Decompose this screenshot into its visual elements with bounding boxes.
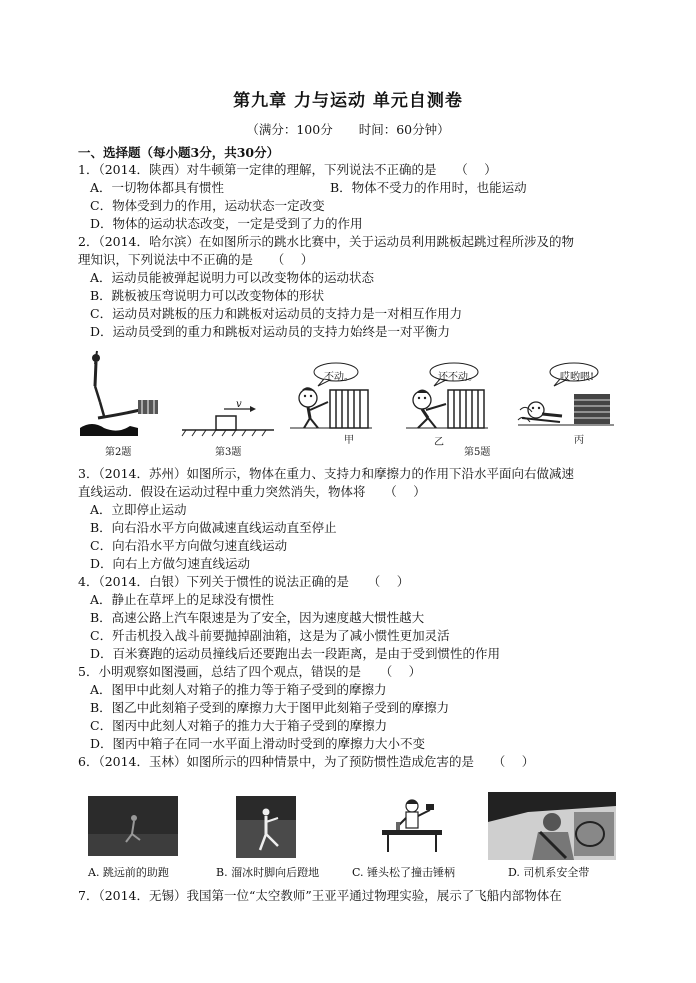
label-yi: 乙 [434, 437, 444, 448]
exam-title: 第九章 力与运动 单元自测卷 [233, 91, 463, 111]
section-heading: 一、选择题（每小题3分，共30分） [78, 145, 280, 160]
bubble-jia-text: 不动。 [324, 372, 354, 383]
q2-option-a: A．运动员能被弹起说明力可以改变物体的运动状态 [90, 270, 375, 285]
figure-3-caption: 第3题 [215, 447, 242, 458]
q5-option-d: D．图丙中箱子在同一水平面上滑动时受到的摩擦力大小不变 [90, 736, 426, 751]
q7-stem: 7．（2014．无锡）我国第一位“太空教师”王亚平通过物理实验，展示了飞船内部物体在 [78, 888, 562, 903]
q2-option-c: C．运动员对跳板的压力和跳板对运动员的支持力是一对相互作用力 [90, 306, 463, 321]
q4-option-c: C．歼击机投入战斗前要抛掉副油箱，这是为了减小惯性更加灵活 [90, 628, 450, 643]
q1-stem: 1．（2014．陕西）对牛顿第一定律的理解，下列说法不正确的是 （ ） [78, 162, 497, 177]
block-on-surface-figure [180, 400, 276, 440]
figure-2-caption: 第2题 [105, 447, 132, 458]
q3-stem-line1: 3．（2014．苏州）如图所示，物体在重力、支持力和摩擦力的作用下沿水平面向右做减速 [78, 466, 575, 481]
long-jump-photo [88, 796, 178, 856]
q5-option-c: C．图丙中此刻人对箱子的推力大于箱子受到的摩擦力 [90, 718, 388, 733]
full-score: （满分：100分 [246, 122, 333, 137]
q6-option-a: A. 跳远前的助跑 [88, 866, 169, 879]
q2-stem-line2: 理知识，下列说法中不正确的是 （ ） [78, 252, 314, 267]
q5-stem: 5．小明观察如图漫画，总结了四个观点，错误的是 （ ） [78, 664, 422, 679]
q3-option-d: D．向右上方做匀速直线运动 [90, 556, 251, 571]
q6-option-c: C. 锤头松了撞击锤柄 [352, 866, 456, 879]
q4-option-b: B．高速公路上汽车限速是为了安全，因为速度越大惯性越大 [90, 610, 425, 625]
bubble-yi-text: 还不动。 [438, 372, 478, 383]
q6-stem: 6．（2014．玉林）如图所示的四种情景中，为了预防惯性造成危害的是 （ ） [78, 754, 535, 769]
q1-option-b: B．物体不受力的作用时，也能运动 [330, 180, 527, 195]
time-limit: 时间：60分钟） [358, 122, 450, 137]
q2-option-b: B．跳板被压弯说明力可以改变物体的形状 [90, 288, 325, 303]
exam-subtitle [0, 120, 696, 138]
q2-option-d: D．运动员受到的重力和跳板对运动员的支持力始终是一对平衡力 [90, 324, 451, 339]
diving-figure [78, 350, 168, 442]
q1-option-d: D．物体的运动状态改变，一定是受到了力的作用 [90, 216, 363, 231]
q3-stem-line2: 直线运动．假设在运动过程中重力突然消失，物体将 （ ） [78, 484, 426, 499]
q1-option-a: A．一切物体都具有惯性 [90, 180, 225, 195]
q3-option-c: C．向右沿水平方向做匀速直线运动 [90, 538, 288, 553]
q2-stem-line1: 2．（2014．哈尔滨）在如图所示的跳水比赛中，关于运动员利用跳板起跳过程所涉及的物 [78, 234, 575, 249]
bubble-bing-text: 哎哟喂! [560, 372, 595, 383]
q6-option-d: D. 司机系安全带 [508, 866, 590, 879]
figure-5-caption: 第5题 [464, 447, 491, 458]
q6-option-b: B. 溜冰时脚向后蹬地 [216, 866, 320, 879]
q3-option-b: B．向右沿水平方向做减速直线运动直至停止 [90, 520, 337, 535]
q1-option-c: C．物体受到力的作用，运动状态一定改变 [90, 198, 325, 213]
label-jia: 甲 [344, 435, 354, 446]
skating-photo [236, 796, 296, 858]
velocity-label: v [236, 399, 242, 410]
seatbelt-photo [488, 792, 616, 860]
q3-option-a: A．立即停止运动 [90, 502, 187, 517]
q4-stem: 4．（2014．白银）下列关于惯性的说法正确的是 （ ） [78, 574, 410, 589]
q4-option-d: D．百米赛跑的运动员撞线后还要跑出去一段距离，是由于受到惯性的作用 [90, 646, 501, 661]
hammer-drawing [372, 796, 452, 858]
q4-option-a: A．静止在草坪上的足球没有惯性 [90, 592, 275, 607]
q5-option-a: A．图甲中此刻人对箱子的推力等于箱子受到的摩擦力 [90, 682, 387, 697]
q5-option-b: B．图乙中此刻箱子受到的摩擦力大于图甲此刻箱子受到的摩擦力 [90, 700, 450, 715]
label-bing: 丙 [574, 435, 584, 446]
